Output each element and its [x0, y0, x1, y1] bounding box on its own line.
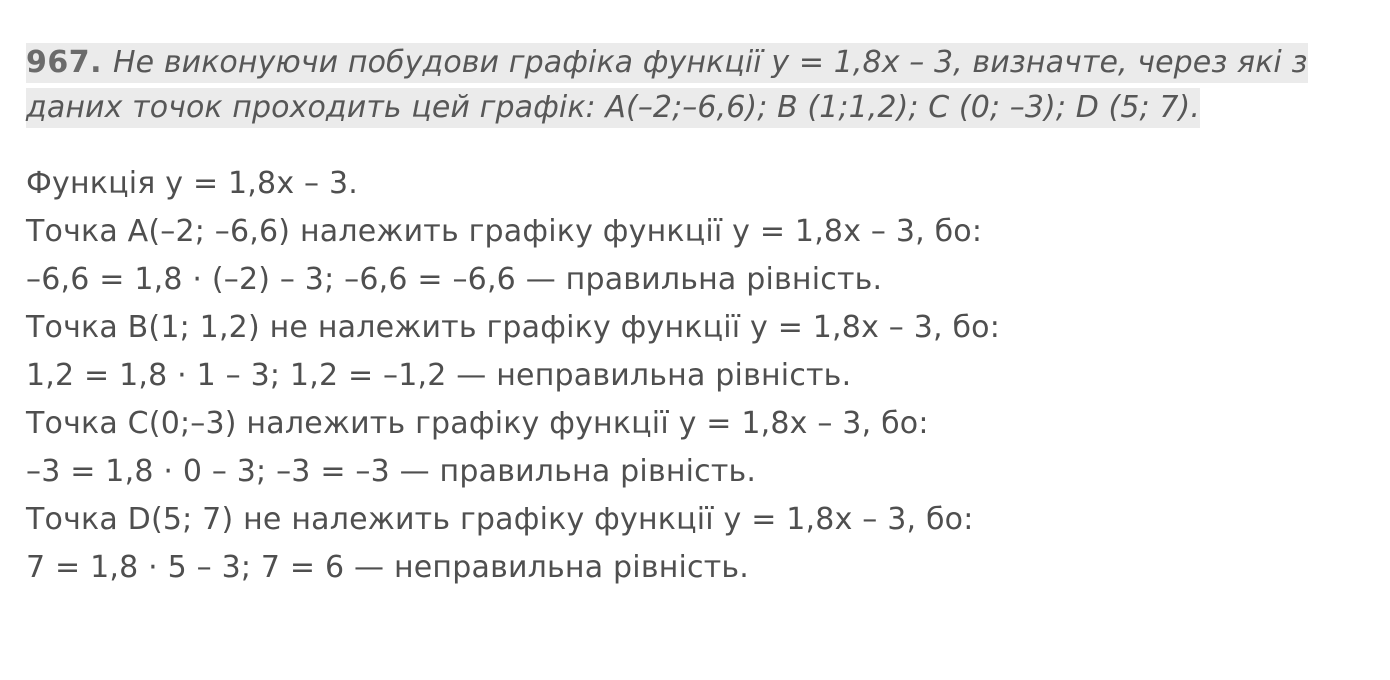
- statement-text: Не виконуючи побудови графіка функції y = 1,8x – 3, визначте, через які з даних точок проходить цей графік: A(–2;–6,6); B (1;1,2); C (0; –3); D (5; 7).: [26, 45, 1308, 125]
- statement-highlight: [26, 43, 1308, 128]
- solution-line: –3 = 1,8 · 0 – 3; –3 = –3 — правильна рівність.: [26, 454, 757, 489]
- solution-line: 1,2 = 1,8 · 1 – 3; 1,2 = –1,2 — неправильна рівність.: [26, 358, 852, 393]
- solution-line: –6,6 = 1,8 · (–2) – 3; –6,6 = –6,6 — правильна рівність.: [26, 262, 883, 297]
- solution-line: 7 = 1,8 · 5 – 3; 7 = 6 — неправильна рівність.: [26, 550, 750, 585]
- solution-line: Точка C(0;–3) належить графіку функції y = 1,8x – 3, бо:: [26, 406, 929, 441]
- problem-number: 967.: [26, 45, 113, 80]
- solution-line: Точка D(5; 7) не належить графіку функції y = 1,8x – 3, бо:: [26, 502, 974, 537]
- problem-statement: [26, 40, 1372, 130]
- solution-line: Точка A(–2; –6,6) належить графіку функції y = 1,8x – 3, бо:: [26, 214, 983, 249]
- solution-line: Точка B(1; 1,2) не належить графіку функції y = 1,8x – 3, бо:: [26, 310, 1001, 345]
- solution-line: Функція y = 1,8x – 3.: [26, 166, 358, 201]
- solution-block: [26, 160, 1372, 592]
